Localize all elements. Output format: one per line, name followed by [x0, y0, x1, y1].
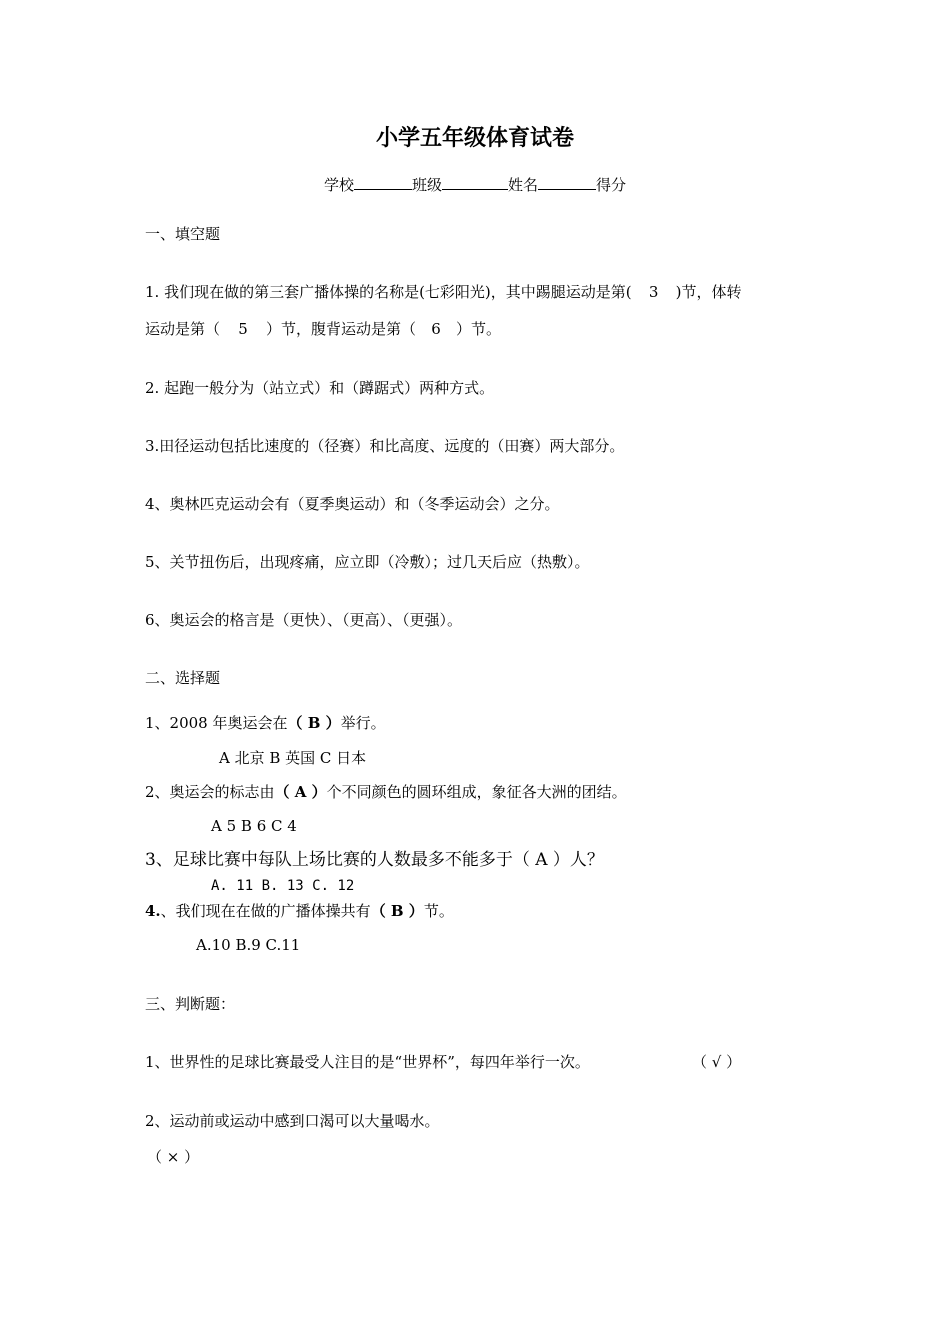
section1-heading: 一、填空题	[145, 225, 221, 243]
choice-q2-options: A 5 B 6 C 4	[211, 817, 297, 835]
section2-heading: 二、选择题	[145, 669, 221, 687]
student-info-line	[0, 174, 950, 195]
choice-q1-options: A 北京 B 英国 C 日本	[219, 749, 367, 767]
fill-q4: 4、奥林匹克运动会有（夏季奥运动）和（冬季运动会）之分。	[145, 495, 560, 513]
choice-q4	[145, 901, 454, 921]
judge-q1: 1、世界性的足球比赛最受人注目的是“世界杯”，每四年举行一次。	[145, 1053, 590, 1071]
choice-q4-number: 4.	[145, 902, 161, 920]
name-label: 姓名	[508, 176, 539, 194]
judge-q2: 2、运动前或运动中感到口渴可以大量喝水。	[145, 1112, 440, 1130]
name-blank[interactable]	[538, 174, 596, 190]
choice-q2-answer: （ A ）	[274, 783, 327, 801]
fill-q1-line2	[145, 319, 501, 339]
fill-q2: 2. 起跑一般分为（站立式）和（蹲踞式）两种方式。	[145, 379, 495, 397]
choice-q2-text-b: 个不同颜色的圆环组成，象征各大洲的团结。	[326, 783, 627, 801]
choice-q2-text-a: 2、奥运会的标志由	[145, 783, 275, 801]
school-label: 学校	[323, 176, 354, 194]
choice-q4-answer: （ B ）	[370, 902, 424, 920]
school-blank[interactable]	[354, 174, 412, 190]
fill-q1-text-b: )节，体转	[675, 283, 742, 301]
judge-q2-answer: （ × ）	[147, 1148, 200, 1166]
judge-q1-answer: （ √ ）	[692, 1053, 742, 1071]
fill-q1-answer-1: 3	[648, 283, 659, 301]
fill-q5: 5、关节扭伤后，出现疼痛，应立即（冷敷）；过几天后应（热敷）。	[145, 553, 590, 571]
choice-q4-text-b: 节。	[423, 902, 454, 920]
section3-heading: 三、判断题：	[145, 995, 236, 1013]
choice-q4-options: A.10 B.9 C.11	[196, 936, 301, 954]
page-title: 小学五年级体育试卷	[375, 125, 574, 151]
choice-q3: 3、足球比赛中每队上场比赛的人数最多不能多于（ A ）人？	[145, 850, 604, 870]
score-label: 得分	[596, 176, 627, 194]
choice-q2	[145, 782, 627, 802]
fill-q6: 6、奥运会的格言是（更快）、（更高）、（更强）。	[145, 611, 463, 629]
fill-q3: 3.田径运动包括比速度的（径赛）和比高度、远度的（田赛）两大部分。	[145, 437, 625, 455]
fill-q1-text-e: ）节。	[456, 320, 502, 338]
choice-q3-options: A. 11 B. 13 C. 12	[211, 878, 355, 894]
fill-q1-text-d: ）节，腹背运动是第（	[266, 320, 417, 338]
fill-q1-answer-2: 5	[238, 320, 248, 338]
fill-q1-text-c: 运动是第（	[145, 320, 221, 338]
fill-q1-line1	[145, 282, 742, 302]
class-blank[interactable]	[442, 174, 508, 190]
choice-q4-text-a: 、我们现在在做的广播体操共有	[160, 902, 371, 920]
choice-q1	[145, 713, 386, 733]
choice-q1-answer: （ B ）	[287, 714, 341, 732]
fill-q1-text-a: 1. 我们现在做的第三套广播体操的名称是(七彩阳光)，其中踢腿运动是第(	[145, 283, 632, 301]
choice-q1-text-b: 举行。	[340, 714, 386, 732]
fill-q1-answer-3: 6	[431, 320, 441, 338]
choice-q1-text-a: 1、2008 年奥运会在	[145, 714, 288, 732]
class-label: 班级	[411, 176, 442, 194]
